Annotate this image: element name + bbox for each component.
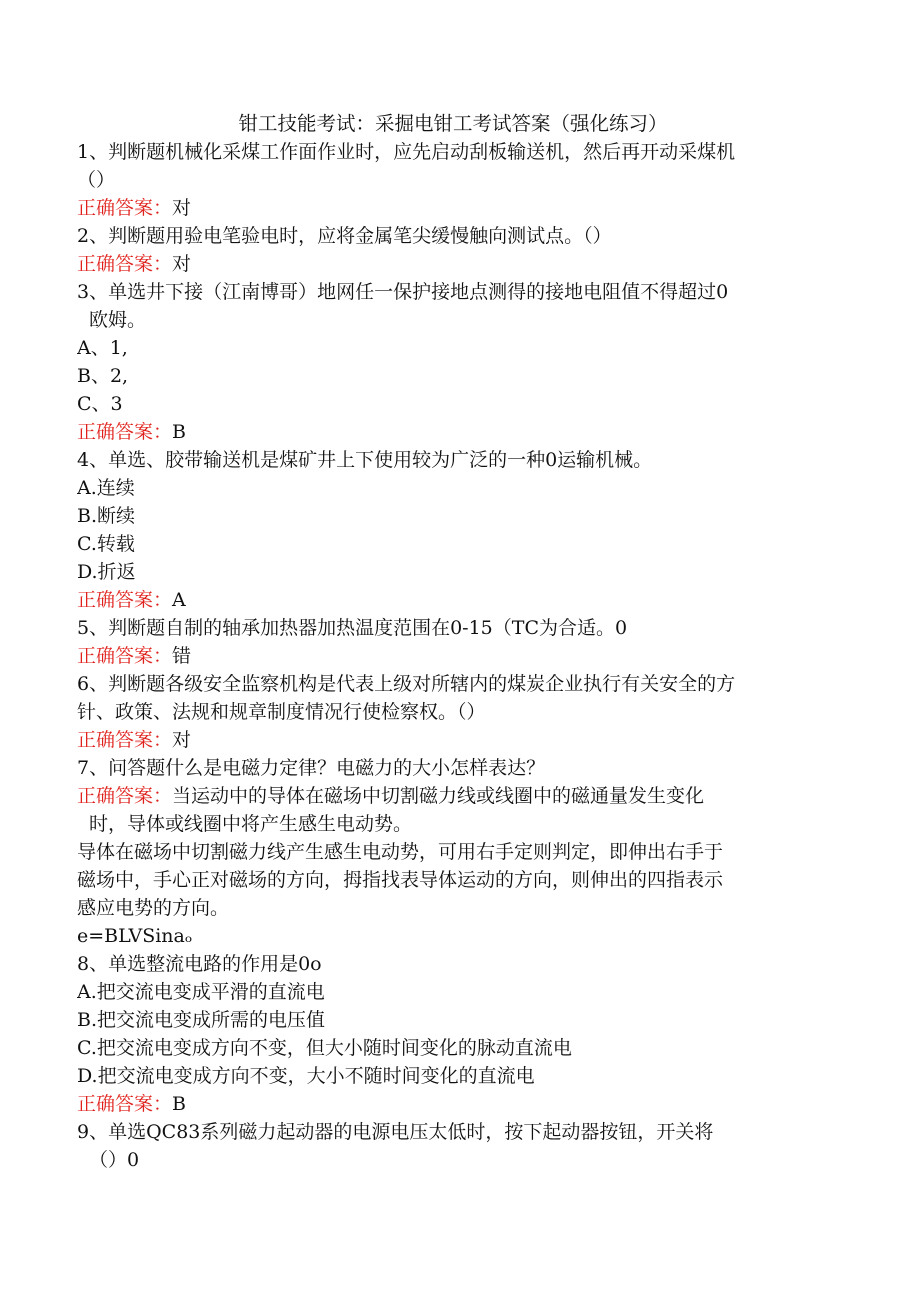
question-6-answer [77,726,829,754]
option-item: A.连续 [77,477,135,499]
question-7-answer [77,782,829,810]
question-7-answer-cont: 时，导体或线圈中将产生感生电动势。 [89,813,413,835]
answer-value: 对 [172,197,192,219]
question-9-text: 9、单选QC83系列磁力起动器的电源电压太低时，按下起动器按钮，开关将 [77,1121,714,1143]
question-8-text: 8、单选整流电路的作用是0o [77,953,322,975]
option-item: C.转载 [77,533,135,555]
answer-value: A [172,589,186,611]
question-8-answer [77,1090,829,1118]
option-item: B、2, [77,365,129,387]
answer-value: 当运动中的导体在磁场中切割磁力线或线圈中的磁通量发生变化 [172,785,705,807]
question-2-answer [77,250,829,278]
question-7-paragraph: 导体在磁场中切割磁力线产生感生电动势，可用右手定则判定，即伸出右手于 [77,841,724,863]
answer-value: 对 [172,729,192,751]
answer-label: 正确答案： [77,645,173,667]
question-5-text: 5、判断题自制的轴承加热器加热温度范围在0-15（TC为合适。0 [77,617,628,639]
option-item: C、3 [77,393,123,415]
question-1-answer [77,194,829,222]
option-item: A.把交流电变成平滑的直流电 [77,981,325,1003]
question-4-answer [77,586,829,614]
answer-label: 正确答案： [77,421,173,443]
question-1-text: 1、判断题机械化采煤工作面作业时，应先启动刮板输送机，然后再开动采煤机 [77,141,736,163]
question-7-text: 7、问答题什么是电磁力定律？电磁力的大小怎样表达？ [77,757,546,779]
question-3-text-cont: 欧姆。 [89,309,147,331]
question-6-text: 6、判断题各级安全监察机构是代表上级对所辖内的煤炭企业执行有关安全的方 [77,673,736,695]
answer-label: 正确答案： [77,1093,173,1115]
answer-label: 正确答案： [77,253,173,275]
answer-label: 正确答案： [77,197,173,219]
answer-label: 正确答案： [77,785,173,807]
answer-value: 错 [172,645,192,667]
question-6-text-cont: 针、政策、法规和规章制度情况行使检察权。（） [77,701,486,723]
option-item: B.把交流电变成所需的电压值 [77,1009,326,1031]
answer-value: 对 [172,253,192,275]
document-title: 钳工技能考试：采掘电钳工考试答案（强化练习） [238,112,668,135]
question-7-formula: e=BLVSinaₒ [77,925,193,947]
question-1-text-cont: （） [77,169,116,191]
question-4-text: 4、单选、胶带输送机是煤矿井上下使用较为广泛的一种0运输机械。 [77,449,653,471]
option-item: D.把交流电变成方向不变，大小不随时间变化的直流电 [77,1065,535,1087]
question-7-paragraph: 磁场中，手心正对磁场的方向，拇指找表导体运动的方向，则伸出的四指表示 [77,869,724,891]
document-page [77,110,829,1174]
option-item: D.折返 [77,561,136,583]
question-3-text: 3、单选井下接（江南博哥）地网任一保护接地点测得的接地电阻值不得超过0 [77,281,729,303]
option-item: A、1, [77,337,128,359]
question-2-text: 2、判断题用验电笔验电时，应将金属笔尖缓慢触向测试点。（） [77,225,612,247]
question-5-answer [77,642,829,670]
option-item: C.把交流电变成方向不变，但大小随时间变化的脉动直流电 [77,1037,572,1059]
answer-value: B [172,421,186,443]
option-item: B.断续 [77,505,136,527]
answer-value: B [172,1093,186,1115]
question-9-text-cont: （）0 [89,1149,140,1171]
answer-label: 正确答案： [77,729,173,751]
question-3-answer [77,418,829,446]
answer-label: 正确答案： [77,589,173,611]
question-7-paragraph: 感应电势的方向。 [77,897,230,919]
